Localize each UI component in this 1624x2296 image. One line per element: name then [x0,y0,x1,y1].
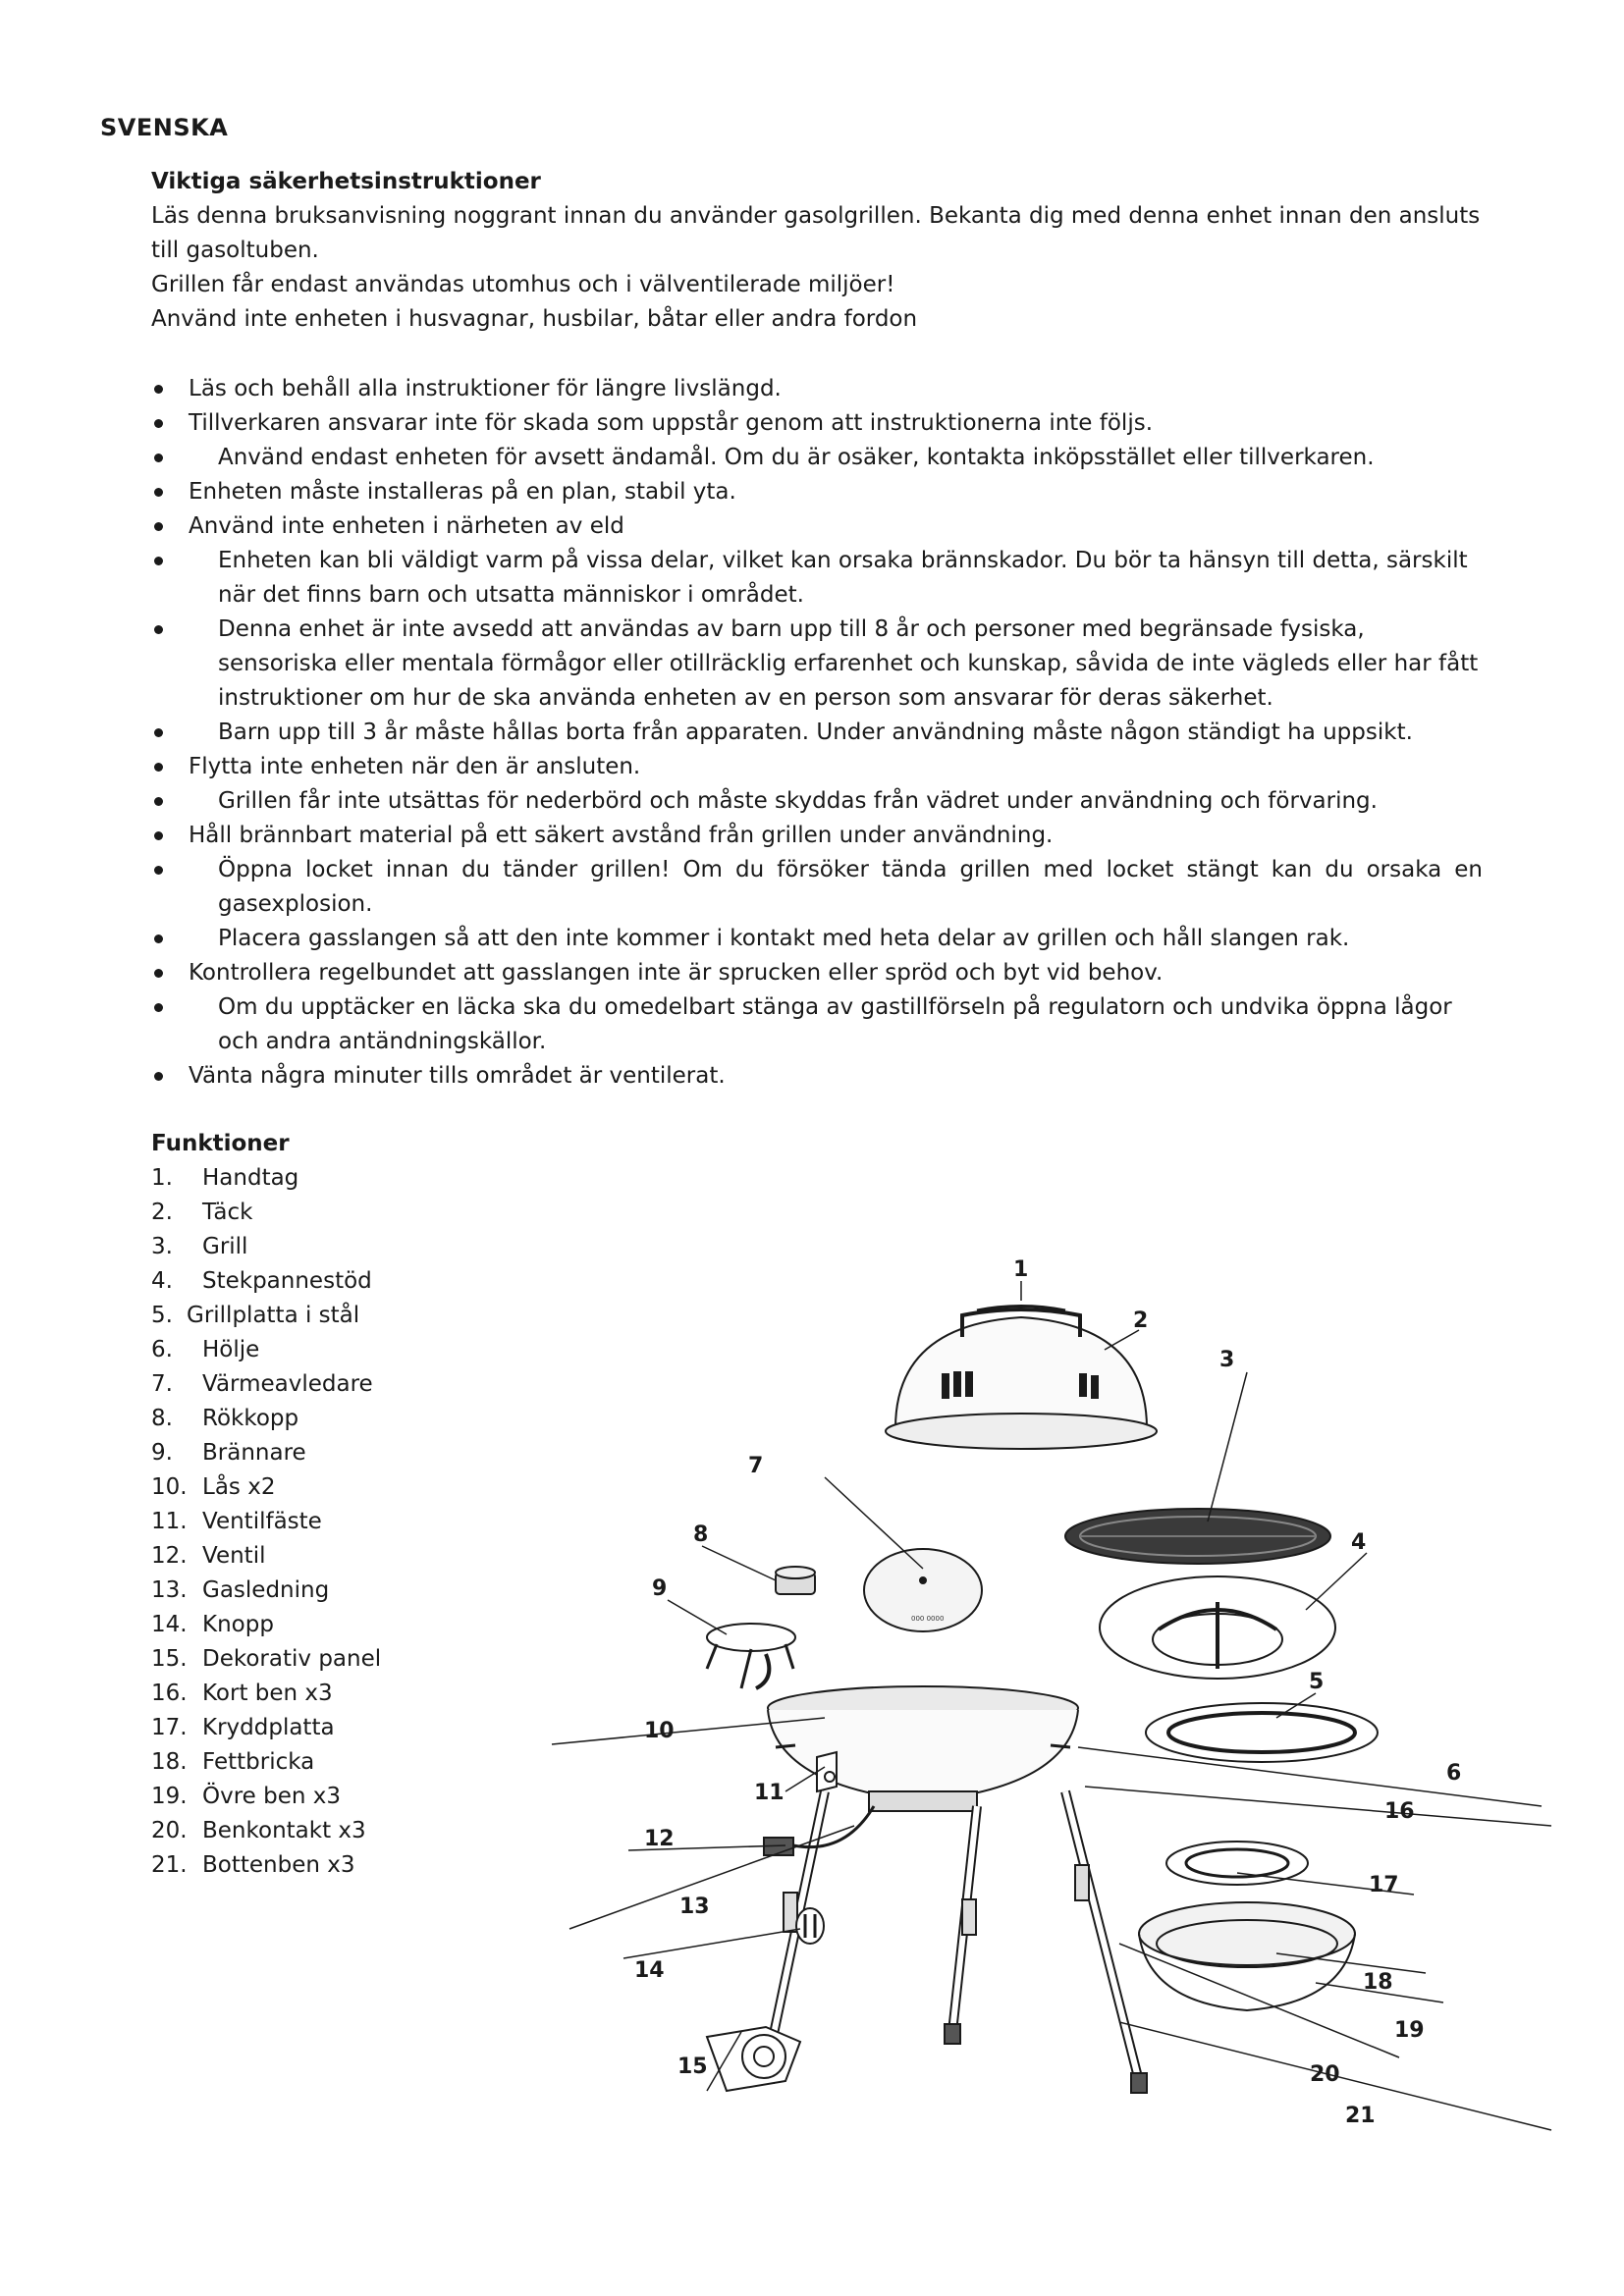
callout-label: 10 [644,1719,675,1743]
callout-label: 3 [1219,1348,1235,1372]
rule-item: Vänta några minuter tills området är ventilerat. [151,1059,1483,1094]
intro-paragraph: Läs denna bruksanvisning noggrant innan du använder gasolgrillen. Bekanta dig med denna enhet innan den ansluts till gasoltuben. [151,203,1481,263]
callout-label: 2 [1133,1308,1149,1333]
part-number: 11. [151,1509,188,1534]
rule-item: Flytta inte enheten när den är ansluten. [151,750,1483,784]
part-label: Handtag [202,1165,299,1191]
callout-label: 1 [1013,1257,1029,1282]
smoke-cup-part [776,1567,815,1594]
part-label: Grillplatta i stål [187,1303,360,1328]
burner-part [707,1624,795,1688]
language-heading: SVENSKA [100,114,229,141]
callout-label: 16 [1384,1799,1415,1824]
callout-label: 5 [1309,1670,1325,1694]
part-number: 20. [151,1818,188,1843]
grill-grate-part [1065,1509,1330,1564]
steel-plate-part [1146,1703,1378,1762]
part-number: 2. [151,1200,173,1225]
part-item [151,1161,1483,1196]
part-number: 17. [151,1715,188,1740]
part-label: Knopp [202,1612,274,1637]
part-number: 10. [151,1474,188,1500]
safety-rules-list [151,372,1483,1094]
part-label: Bottenben x3 [202,1852,355,1878]
part-number: 15. [151,1646,188,1672]
part-number: 7. [151,1371,173,1397]
part-number: 12. [151,1543,188,1569]
part-label: Hölje [202,1337,260,1362]
part-number: 6. [151,1337,173,1362]
part-label: Kryddplatta [202,1715,335,1740]
callout-label: 13 [679,1895,710,1919]
part-label: Dekorativ panel [202,1646,382,1672]
part-label: Ventil [202,1543,266,1569]
callout-label: 14 [634,1958,665,1983]
part-label: Benkontakt x3 [202,1818,366,1843]
part-number: 14. [151,1612,188,1637]
part-number: 4. [151,1268,173,1294]
part-label: Ventilfäste [202,1509,322,1534]
rule-item: Barn upp till 3 år måste hållas borta från apparaten. Under användning måste någon ständigt ha uppsikt. [151,716,1483,750]
intro-paragraph: Använd inte enheten i husvagnar, husbilar, båtar eller andra fordon [151,306,918,332]
part-number: 1. [151,1165,173,1191]
rule-item: Tillverkaren ansvarar inte för skada som uppstår genom att instruktionerna inte följs. [151,406,1483,441]
callout-label: 11 [754,1781,785,1805]
callout-label: 6 [1446,1761,1462,1786]
part-label: Övre ben x3 [202,1784,342,1809]
callout-label: 9 [652,1576,668,1601]
callout-label: 12 [644,1827,675,1851]
callout-label: 17 [1369,1873,1399,1897]
part-number: 18. [151,1749,188,1775]
rule-item: Läs och behåll alla instruktioner för längre livslängd. [151,372,1483,406]
part-label: Täck [202,1200,253,1225]
part-label: Rökkopp [202,1406,299,1431]
lid-part [886,1307,1157,1450]
part-number: 21. [151,1852,188,1878]
spice-plate-part [1166,1842,1308,1885]
callout-label: 18 [1363,1970,1393,1995]
part-number: 13. [151,1577,188,1603]
rule-item: Håll brännbart material på ett säkert avstånd från grillen under användning. [151,819,1483,853]
rule-item: Använd endast enheten för avsett ändamål. Om du är osäker, kontakta inköpsstället eller tillverkaren. [151,441,1483,475]
callout-label: 20 [1310,2062,1340,2087]
part-label: Lås x2 [202,1474,276,1500]
callout-label: 4 [1351,1530,1367,1555]
callout-label: 19 [1394,2018,1425,2043]
functions-title: Funktioner [151,1131,290,1156]
grease-tray-part [1139,1902,1355,2010]
part-number: 16. [151,1681,188,1706]
rule-item: Öppna locket innan du tänder grillen! Om du försöker tända grillen med locket stängt kan du orsaka en gasexplosion. [151,853,1483,922]
part-item [151,1196,1483,1230]
part-label: Stekpannestöd [202,1268,372,1294]
part-label: Fettbricka [202,1749,315,1775]
intro-paragraph: Grillen får endast användas utomhus och i välventilerade miljöer! [151,272,895,297]
callout-label: 8 [693,1522,709,1547]
part-label: Brännare [202,1440,306,1466]
gas-line-part [793,1806,874,1847]
part-number: 5. [151,1303,173,1328]
callout-label: 21 [1345,2104,1376,2128]
part-label: Kort ben x3 [202,1681,333,1706]
rule-item: Denna enhet är inte avsedd att användas av barn upp till 8 år och personer med begränsade fysiska, sensoriska eller mentala förmågor eller otillräcklig erfarenhet och kunskap, såvida de inte vägleds eller har fått instruktioner om hur de ska använda enheten av en person som ansvarar för deras säkerhet. [151,613,1483,716]
rule-item: Använd inte enheten i närheten av eld [151,509,1483,544]
part-number: 3. [151,1234,173,1259]
rule-item: Grillen får inte utsättas för nederbörd och måste skyddas från vädret under användning och förvaring. [151,784,1483,819]
rule-item: Enheten kan bli väldigt varm på vissa delar, vilket kan orsaka brännskador. Du bör ta hänsyn till detta, särskilt när det finns barn och utsatta människor i området. [151,544,1483,613]
callout-label: 7 [748,1454,764,1478]
safety-intro [151,199,1483,337]
housing-part [768,1686,1078,1811]
safety-title: Viktiga säkerhetsinstruktioner [151,169,541,194]
part-number: 19. [151,1784,188,1809]
part-label: Grill [202,1234,248,1259]
exploded-view-diagram [530,1256,1571,2169]
pan-support-part [1100,1576,1335,1679]
heat-deflector-text: 000 0000 [911,1615,945,1623]
rule-item: Enheten måste installeras på en plan, stabil yta. [151,475,1483,509]
part-number: 9. [151,1440,173,1466]
rule-item: Placera gasslangen så att den inte kommer i kontakt med heta delar av grillen och håll slangen rak. [151,922,1483,956]
rule-item: Kontrollera regelbundet att gasslangen inte är sprucken eller spröd och byt vid behov. [151,956,1483,990]
part-label: Gasledning [202,1577,330,1603]
rule-item: Om du upptäcker en läcka ska du omedelbart stänga av gastillförseln på regulatorn och undvika öppna lågor och andra antändningskällor. [151,990,1483,1059]
part-label: Värmeavledare [202,1371,373,1397]
part-number: 8. [151,1406,173,1431]
callout-label: 15 [677,2055,708,2079]
